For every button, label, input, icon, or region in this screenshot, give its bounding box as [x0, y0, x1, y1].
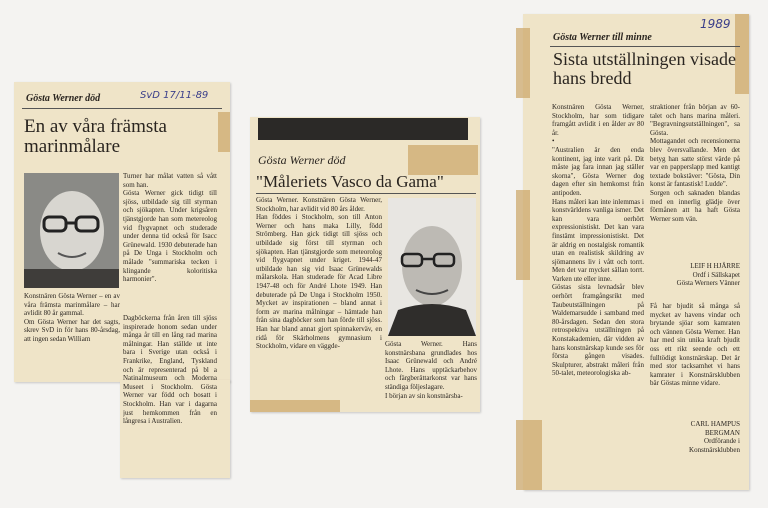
portrait-photo	[24, 173, 119, 288]
tape	[516, 28, 530, 98]
divider	[256, 193, 476, 194]
caption: Konstnären Gösta Werner – en av våra främsta marinmålare – har avlidit 80 år gammal. Om Gösta Werner har det sagts, skrev SvD in för hans 80-årsdag, att ingen sedan William	[24, 292, 120, 343]
article-text: Turner har målat vatten så vått som han. Gösta Werner gick tidigt till sjöss, utbildade sig till styrman och sjökapten. Under krigsåren tjänstgjorde han som metereolog vid flygvapnet och studerade under denna tid också för Isacc Grünewald. 1930 debuterade han på De Unga i Stockholm och målade "summariska tecken i klingande koloritiska harmonier".	[123, 172, 217, 284]
article-text: Konstnären Gösta Werner, Stockholm, har som tidigare framgått avlidit i en ålder av 80 år. • "Australien är den enda kontinent, jag inte varit på. Dit måste jag fara innan jag ställer skorna", Gösta Werner dog dagen efter sin hemkomst från antipoden. Hans måleri kan inte inlemmas i konstvärldens vanliga ismer. Det kan vara oerhört expressionistiskt. Det kan vara finstämt impressionistiskt. Det är aldrig en nostalgisk romantik utan en realistisk skildring av sjömannens liv i vått och torrt. Men det var mycket sällan torrt. Varken ute eller inne. Göstas sista levnadsår blev oerhört framgångsrikt med Taubeutställningen på Waldemarsudde i samband med 80-årsdagen. Sedan den stora retrospektiva utställningen på Konstakademien, där vidden av hans konstnärskap kunde ses för första gången visades. Skulpturer, abstrakt måleri från 50-talet, meteorologiska ab-	[552, 103, 644, 378]
tape	[516, 190, 530, 280]
signature: CARL HAMPUS BERGMAN Ordförande i Konstnärsklubben	[689, 420, 740, 454]
article-text: straktioner från början av 60-talet och hans marina måleri. "Begravningsutställningen", sa Gösta. Mottagandet och recensionerna blev översvallande. Men det betyg han satte störst värde på var en papperslapp med kantigt textade bokstäver: "Gösta, Din konst är fantastisk! Ludde". Sorgen och saknaden blandas med en innerlig glädje över förmånen att ha haft Gösta Werner som vän.	[650, 103, 740, 223]
tape	[516, 420, 542, 490]
divider	[22, 108, 222, 109]
handwritten-year: 1989	[700, 17, 731, 31]
article-text: Få har bjudit så många så mycket av havens vindar och brytande sjöar som kamraten och vännen Gösta Werner. Han har med sin unika kraft bjudit oss ett rikt seende och ett fulltödigt konstnärskap. Det är med stor tacksamhet vi hans kamrater i Konstnärsklubben bär Göstas minne vidare.	[650, 302, 740, 388]
portrait-photo	[388, 198, 476, 336]
article-text: Gösta Werner. Konstnären Gösta Werner, Stockholm, har avlidit vid 80 års ålder. Han föddes i Stockholm, son till Anton Werner och hans maka Lilly, född Strömberg. Han gick tidigt till sjöss och utbildade sig först till styrman och sjökapten. Han tjänstgjorde som meteorolog vid flygvapnet under kriget. 1944-47 utbildade han sig vid Isaac Grünewalds målarskola. Han studerade för Acad Libre 1947-48 och för André Lhote 1949. Han debuterade på De Unga i Stockholm 1950. Mycket av inspirationen – bland annat i form av marina målningar – hämtade han från sina dagböcker som han förde till sjöss. Han har bland annat gjort spinnakerväv, en ridå för Skärholmens gymnasium i Stockholm, vidare en väggde-	[256, 196, 382, 351]
section-tag: Gösta Werner död	[258, 153, 346, 167]
section-tag: Gösta Werner död	[26, 93, 101, 104]
headline: Sista utställningen visade hans bredd	[553, 49, 736, 88]
caption: Gösta Werner. Hans konstnärsbana grundlades hos Isaac Grünewald och André Lhote. Hans upptäckarbehov och färgberättarkonst var hans ständiga följeslagare. I början av sin konstnärsba-	[385, 340, 477, 400]
headline: "Måleriets Vasco da Gama"	[256, 172, 444, 191]
section-tag: Gösta Werner till minne	[553, 32, 652, 43]
handwritten-date: SvD 17/11-89	[140, 90, 209, 101]
headline: En av våra främsta marinmålare	[24, 116, 167, 157]
signature: LEIF H HJÄRRE Ordf i Sällskapet Gösta Werners Vänner	[676, 262, 740, 288]
article-text: Dagböckerna från åren till sjöss inspirerade honom sedan under många år till en lång rad marina målningar. Han ställde ut inte bara i Sverige utan också i Frankrike, England, Tyskland och är representerad på bl a Natinalmuseum och Moderna Museet i Stockholm. Gösta Werner var född och bosatt i Stockholm. Han var i dagarna just hemkommen från en långresa i Australien.	[123, 314, 217, 426]
divider	[550, 46, 740, 47]
black-strip	[258, 118, 468, 140]
tape	[408, 145, 478, 175]
